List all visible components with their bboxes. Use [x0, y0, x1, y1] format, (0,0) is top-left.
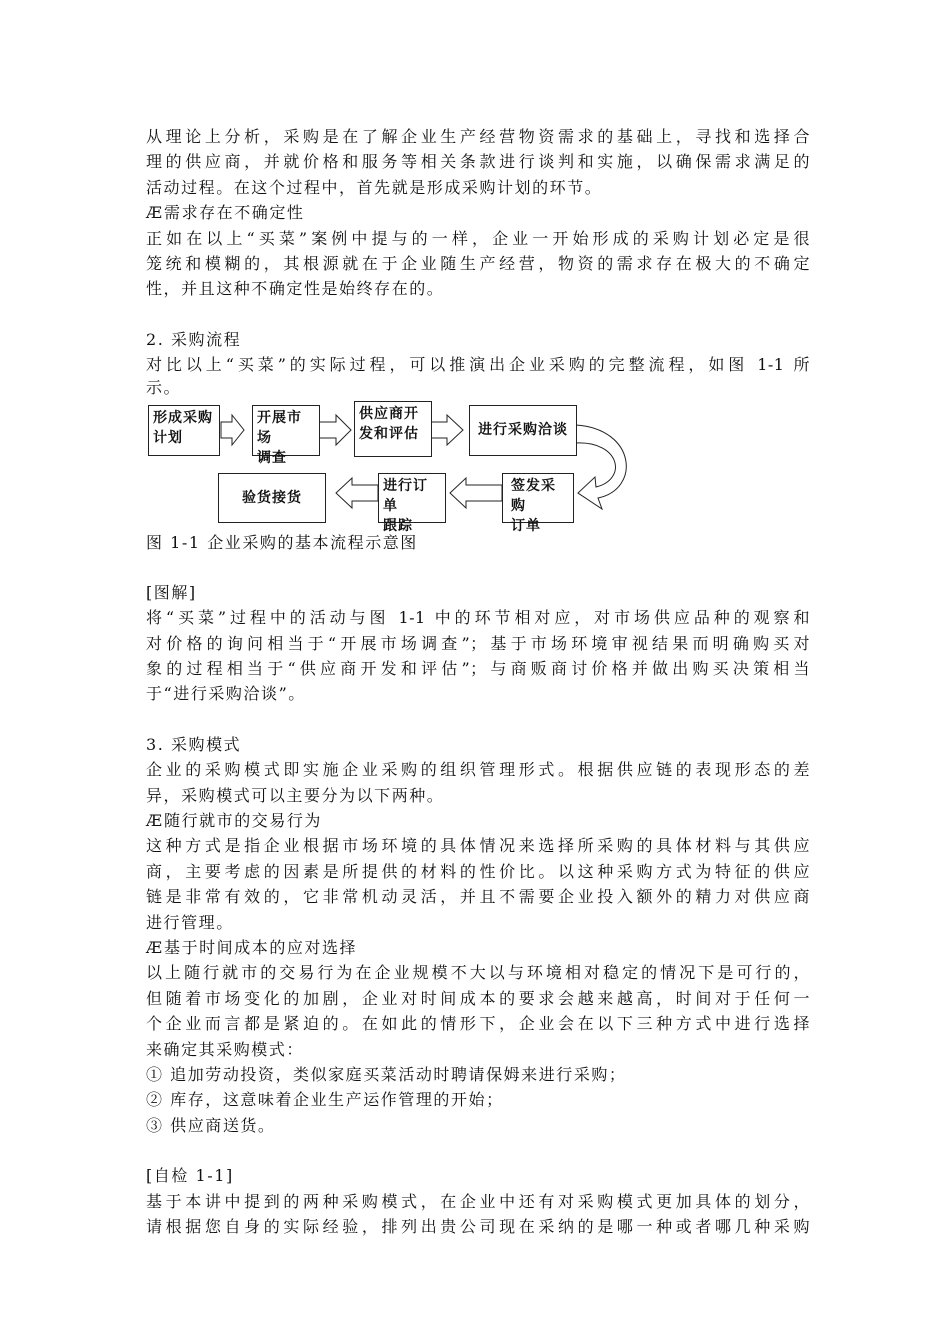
self-check-title: [自检 1-1] — [146, 1166, 234, 1186]
section-3-line-2: 异，采购模式可以主要分为以下两种。 — [146, 785, 445, 805]
flow-step-market-research: 开展市场 调查 — [252, 405, 320, 456]
section-2-line-2: 示。 — [146, 377, 182, 397]
intro-line-3: 活动过程。在这个过程中，首先就是形成采购计划的环节。 — [146, 177, 603, 197]
mode-2-line-3: 个企业而言都是紧迫的。在如此的情形下，企业会在以下三种方式中进行选择 — [146, 1014, 810, 1034]
arrow-right-2 — [319, 415, 351, 445]
bullet-marker: Æ — [146, 811, 163, 831]
mode-1-heading — [146, 808, 810, 833]
section-2-line-1: 对比以上“买菜”的实际过程，可以推演出企业采购的完整流程，如图 1-1 所 — [146, 355, 810, 375]
arrow-right-1 — [221, 415, 244, 445]
diagram-note-line-3: 象的过程相当于“供应商开发和评估”；与商贩商讨价格并做出购买决策相当 — [146, 659, 810, 679]
mode-1-line-4: 进行管理。 — [146, 912, 234, 932]
diagram-note-line-4: 于“进行采购洽谈”。 — [146, 684, 306, 704]
flow-step-issue-order: 签发采购 订单 — [502, 473, 574, 523]
section-2-title: 2. 采购流程 — [146, 329, 242, 349]
option-2: ② 库存，这意味着企业生产运作管理的开始； — [146, 1090, 504, 1110]
mode-2-heading — [146, 935, 810, 960]
flow-step-supplier-evaluation: 供应商开 发和评估 — [354, 401, 432, 457]
mode-1-line-1: 这种方式是指企业根据市场环境的具体情况来选择所采购的具体材料与其供应 — [146, 836, 810, 856]
flow-step-negotiation: 进行采购洽谈 — [469, 405, 577, 456]
flow-step-receive-goods: 验货接货 — [218, 473, 326, 523]
bullet-marker: Æ — [146, 937, 163, 957]
mode-2-line-4: 来确定其采购模式： — [146, 1039, 304, 1059]
mode-2-line-1: 以上随行就市的交易行为在企业规模不大以与环境相对稳定的情况下是可行的， — [146, 963, 810, 983]
figure-caption: 图 1-1 企业采购的基本流程示意图 — [146, 532, 418, 552]
uncertainty-line-2: 笼统和模糊的，其根源就在于企业随生产经营，物资的需求存在极大的不确定 — [146, 253, 810, 273]
procurement-flow-diagram — [146, 401, 636, 534]
uncertainty-heading — [146, 200, 810, 225]
diagram-note-line-2: 对价格的询问相当于“开展市场调查”；基于市场环境审视结果而明确购买对 — [146, 633, 810, 653]
arrow-left-2 — [336, 478, 378, 508]
uncertainty-line-1: 正如在以上“买菜”案例中提与的一样，企业一开始形成的采购计划必定是很 — [146, 228, 810, 248]
arrow-right-3 — [431, 415, 463, 445]
option-1: ① 追加劳动投资，类似家庭买菜活动时聘请保姆来进行采购； — [146, 1064, 627, 1084]
bullet-marker: Æ — [146, 203, 163, 223]
arrow-curve-turn — [576, 425, 626, 509]
mode-1-line-2: 商，主要考虑的因素是所提供的材料的性价比。以这种采购方式为特征的供应 — [146, 861, 810, 881]
uncertainty-line-3: 性，并且这种不确定性是始终存在的。 — [146, 279, 445, 299]
diagram-note-line-1: 将“买菜”过程中的活动与图 1-1 中的环节相对应，对市场供应品种的观察和 — [146, 608, 810, 628]
flow-step-plan: 形成采购 计划 — [148, 405, 220, 456]
mode-2-line-2: 但随着市场变化的加剧，企业对时间成本的要求会越来越高，时间对于任何一 — [146, 988, 810, 1008]
uncertainty-heading-text: 需求存在不确定性 — [164, 203, 305, 223]
flow-step-order-tracking: 进行订单 跟踪 — [378, 473, 446, 523]
section-3-line-1: 企业的采购模式即实施企业采购的组织管理形式。根据供应链的表现形态的差 — [146, 760, 810, 780]
section-3-title: 3. 采购模式 — [146, 734, 242, 754]
mode-1-line-3: 链是非常有效的，它非常机动灵活，并且不需要企业投入额外的精力对供应商 — [146, 887, 810, 907]
mode-2-heading-text: 基于时间成本的应对选择 — [164, 937, 358, 957]
mode-1-heading-text: 随行就市的交易行为 — [164, 811, 322, 831]
self-check-line-2: 请根据您自身的实际经验，排列出贵公司现在采纳的是哪一种或者哪几种采购 — [146, 1216, 810, 1236]
diagram-note-title: [图解] — [146, 582, 197, 602]
intro-line-1: 从理论上分析，采购是在了解企业生产经营物资需求的基础上，寻找和选择合 — [146, 127, 810, 146]
option-3: ③ 供应商送货。 — [146, 1115, 276, 1135]
self-check-line-1: 基于本讲中提到的两种采购模式，在企业中还有对采购模式更加具体的划分， — [146, 1191, 810, 1211]
intro-line-2: 理的供应商，并就价格和服务等相关条款进行谈判和实施，以确保需求满足的 — [146, 152, 810, 172]
document-page — [146, 124, 810, 1239]
arrow-left-1 — [450, 478, 502, 508]
